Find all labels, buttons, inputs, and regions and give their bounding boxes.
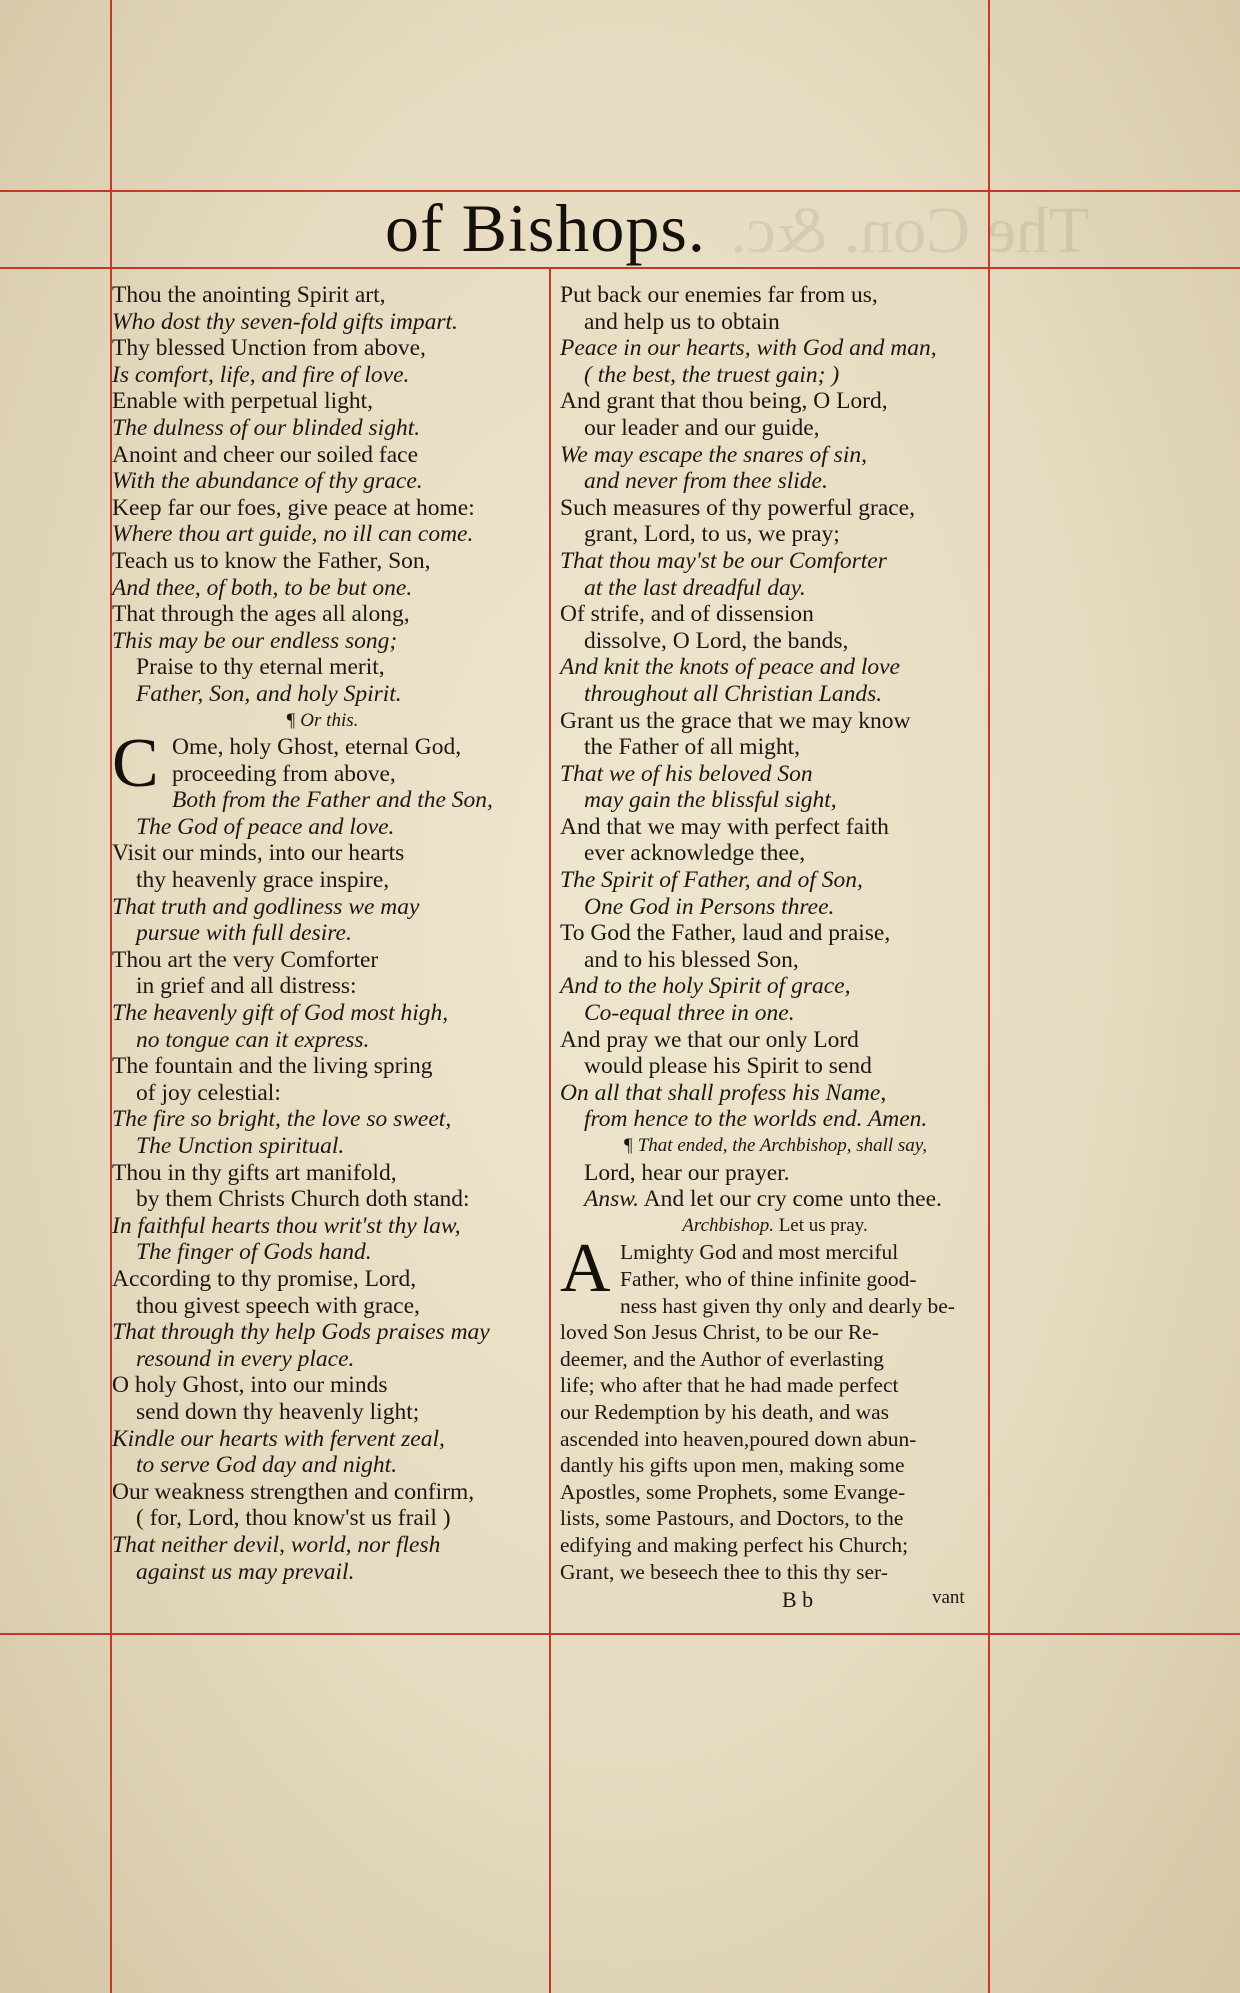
verse-line: and never from thee slide. <box>584 468 828 495</box>
drop-cap: C <box>112 725 159 803</box>
archbishop-text: Let us pray. <box>778 1214 868 1236</box>
verse-line: One God in Persons three. <box>584 893 835 920</box>
verse-line: no tongue can it express. <box>136 1026 370 1053</box>
verse-line: may gain the blissful sight, <box>584 787 837 814</box>
verse-line: To God the Father, laud and praise, <box>560 920 891 947</box>
verse-line: We may escape the snares of sin, <box>560 441 867 468</box>
verse-line: from hence to the worlds end. Amen. <box>584 1106 928 1133</box>
left-column <box>112 282 532 1585</box>
verse-line: Put back our enemies far from us, <box>560 282 878 308</box>
verse-line: Grant us the grace that we may know <box>560 707 911 734</box>
verse-line: The Unction spiritual. <box>136 1133 345 1159</box>
versicle: Lord, hear our prayer. <box>584 1159 790 1186</box>
verse-line: Keep far our foes, give peace at home: <box>112 494 475 521</box>
rule-middle <box>549 267 551 1993</box>
verse-line: That truth and godliness we may <box>112 893 420 920</box>
catchword: vant <box>932 1587 965 1608</box>
verse-line: O holy Ghost, into our minds <box>112 1372 388 1399</box>
verse-line: throughout all Christian Lands. <box>584 680 883 707</box>
verse-line: Thy blessed Unction from above, <box>112 335 426 362</box>
verse-line: The heavenly gift of God most high, <box>112 1000 449 1027</box>
prose-line: loved Son Jesus Christ, to be our Re- <box>560 1320 879 1345</box>
verse-line: against us may prevail. <box>136 1558 355 1585</box>
response-line <box>560 1186 990 1213</box>
archbishop-line <box>560 1213 990 1240</box>
verse-line: And knit the knots of peace and love <box>560 654 900 681</box>
verse-line: ( for, Lord, thou know'st us frail ) <box>136 1505 451 1532</box>
verse-line: pursue with full desire. <box>136 920 352 947</box>
verse-line: That through the ages all along, <box>112 601 410 628</box>
verse-line: That we of his beloved Son <box>560 760 813 787</box>
verse-line: thou givest speech with grace, <box>136 1292 420 1319</box>
prose-line: our Redemption by his death, and was <box>560 1399 890 1424</box>
verse-line: Enable with perpetual light, <box>112 388 374 415</box>
verse-line: Thou art the very Comforter <box>112 946 379 973</box>
prose-line: Apostles, some Prophets, some Evange- <box>560 1479 906 1504</box>
verse-line: In faithful hearts thou writ'st thy law, <box>112 1212 461 1239</box>
verse-line: The finger of Gods hand. <box>136 1239 372 1266</box>
prose-line: ascended into heaven,poured down abun- <box>560 1426 917 1451</box>
verse-line: Of strife, and of dissension <box>560 601 814 628</box>
verse-line: of joy celestial: <box>136 1079 281 1106</box>
verse-line: Kindle our hearts with fervent zeal, <box>112 1425 445 1452</box>
verse-line: Where thou art guide, no ill can come. <box>112 521 474 548</box>
verse-line: Our weakness strengthen and confirm, <box>112 1478 475 1505</box>
verse-line: grant, Lord, to us, we pray; <box>584 521 840 548</box>
verse-line: The dulness of our blinded sight. <box>112 414 421 441</box>
verse-line: That thou may'st be our Comforter <box>560 547 887 574</box>
verse-line: Such measures of thy powerful grace, <box>560 494 915 521</box>
verse-line: The fountain and the living spring <box>112 1053 433 1080</box>
prose-line: edifying and making perfect his Church; <box>560 1532 909 1557</box>
verse-line: And thee, of both, to be but one. <box>112 574 413 601</box>
prose-line: lists, some Pastours, and Doctors, to the <box>560 1506 904 1531</box>
answer-label: Answ. <box>584 1186 640 1213</box>
prose-line: Father, who of thine infinite good- <box>620 1266 917 1291</box>
verse-line: On all that shall profess his Name, <box>560 1079 887 1106</box>
signature-mark: B b <box>782 1587 814 1612</box>
verse-line: The God of peace and love. <box>136 813 395 840</box>
verse-line: That neither devil, world, nor flesh <box>112 1531 441 1558</box>
verse-line: Teach us to know the Father, Son, <box>112 547 431 574</box>
verse-line: Praise to thy eternal merit, <box>136 654 385 681</box>
collect-prayer <box>560 1230 990 1585</box>
prose-line: dantly his gifts upon men, making some <box>560 1453 905 1478</box>
page-title: of Bishops. <box>385 190 706 266</box>
verse-line: resound in every place. <box>136 1345 355 1372</box>
verse-line: to serve God day and night. <box>136 1452 398 1479</box>
verse-line: And grant that thou being, O Lord, <box>560 388 888 415</box>
verse-line: And pray we that our only Lord <box>560 1026 859 1053</box>
prose-line: Lmighty God and most merciful <box>620 1240 899 1265</box>
verse-line: The Spirit of Father, and of Son, <box>560 867 863 894</box>
rubric: ¶ That ended, the Archbishop, shall say, <box>623 1135 927 1156</box>
prose-line: deemer, and the Author of everlasting <box>560 1346 884 1371</box>
verse-line: in grief and all distress: <box>136 973 357 1000</box>
verse-line: Visit our minds, into our hearts <box>112 840 405 867</box>
verse-line: This may be our endless song; <box>112 627 398 654</box>
verse-line: by them Christs Church doth stand: <box>136 1186 470 1213</box>
verse-line: That through thy help Gods praises may <box>112 1319 490 1346</box>
verse-line: And that we may with perfect faith <box>560 813 889 840</box>
rule-text-bottom <box>0 1633 1240 1635</box>
rubric: ¶ Or this. <box>285 709 359 731</box>
verse-line: And to the holy Spirit of grace, <box>560 973 851 1000</box>
prose-line: Grant, we beseech thee to this thy ser- <box>560 1559 888 1584</box>
verse-line: and help us to obtain <box>584 308 780 335</box>
verse-line: at the last dreadful day. <box>584 574 806 601</box>
verse-line: send down thy heavenly light; <box>136 1398 420 1425</box>
verse-line: Peace in our hearts, with God and man, <box>560 335 937 362</box>
verse-line: ever acknowledge thee, <box>584 840 806 867</box>
archbishop-label: Archbishop. <box>682 1214 774 1236</box>
verse-line: would please his Spirit to send <box>584 1053 872 1080</box>
verse-line: Anoint and cheer our soiled face <box>112 441 419 468</box>
verse-line: Both from the Father and the Son, <box>172 787 493 814</box>
verse-line: According to thy promise, Lord, <box>112 1265 417 1292</box>
answer-text: And let our cry come unto thee. <box>643 1186 942 1213</box>
verse-line: Father, Son, and holy Spirit. <box>136 680 402 707</box>
verse-line: Co-equal three in one. <box>584 1000 795 1027</box>
verse-line: thy heavenly grace inspire, <box>136 867 390 894</box>
verse-line: Thou the anointing Spirit art, <box>112 282 386 308</box>
verse-line: ( the best, the truest gain; ) <box>584 361 840 388</box>
verse-line: Who dost thy seven-fold gifts impart. <box>112 308 458 335</box>
verse-line: With the abundance of thy grace. <box>112 468 423 495</box>
drop-cap: A <box>560 1230 611 1308</box>
prose-line: life; who after that he had made perfect <box>560 1373 899 1398</box>
prose-line: ness hast given thy only and dearly be- <box>620 1293 955 1318</box>
verse-line: the Father of all might, <box>584 734 801 761</box>
verse-line: Is comfort, life, and fire of love. <box>112 361 410 388</box>
verse-line: our leader and our guide, <box>584 414 820 441</box>
verse-line: dissolve, O Lord, the bands, <box>584 627 849 654</box>
verse-line: and to his blessed Son, <box>584 946 799 973</box>
verse-line: proceeding from above, <box>172 760 396 787</box>
verse-line: Thou in thy gifts art manifold, <box>112 1159 397 1186</box>
right-column <box>560 282 990 1585</box>
bleed-through: The Con. &c. <box>730 194 1090 267</box>
verse-line: The fire so bright, the love so sweet, <box>112 1106 452 1133</box>
verse-line: Ome, holy Ghost, eternal God, <box>172 734 462 761</box>
